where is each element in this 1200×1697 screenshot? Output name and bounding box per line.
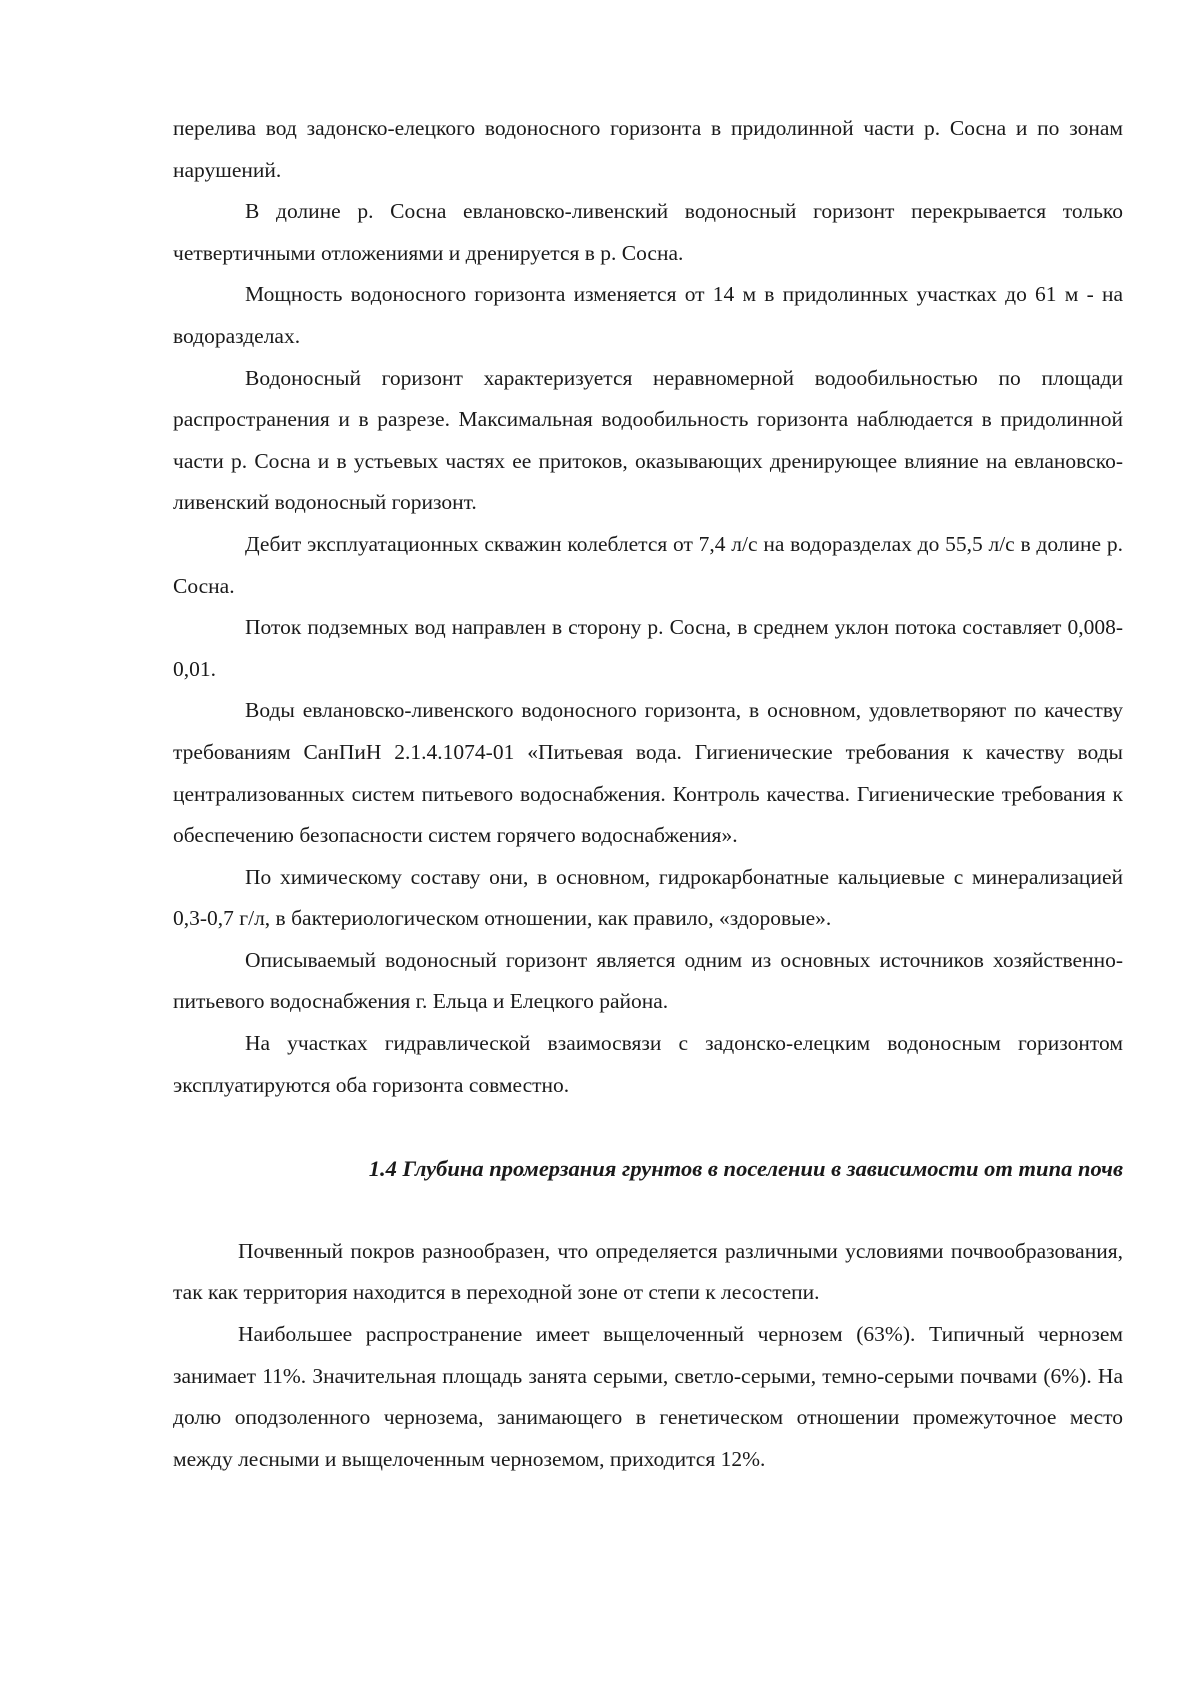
paragraph: Дебит эксплуатационных скважин колеблется от 7,4 л/с на водоразделах до 55,5 л/с в долине р. Сосна. — [173, 531, 1123, 598]
paragraph-continuation: перелива вод задонско-елецкого водоносного горизонта в придолинной части р. Сосна и по зонам нарушений. — [173, 116, 1123, 182]
paragraph: Наибольшее распространение имеет выщелоченный чернозем (63%). Типичный чернозем занимает 11%. Значительная площадь занята серыми, светло-серыми, темно-серыми почвами (6%). На долю оподзоленного чернозема, занимающего в генетическом отношении промежуточное место между лесными и выщелоченным черноземом, приходится 12%. — [173, 1322, 1123, 1471]
spacer — [173, 1190, 1123, 1231]
paragraph: По химическому составу они, в основном, гидрокарбонатные кальциевые с минерализацией 0,3-0,7 г/л, в бактериологическом отношении, как правило, «здоровые». — [173, 864, 1123, 931]
paragraph: На участках гидравлической взаимосвязи с задонско-елецким водоносным горизонтом эксплуатируются оба горизонта совместно. — [173, 1031, 1123, 1097]
paragraph: Воды евлановско-ливенского водоносного горизонта, в основном, удовлетворяют по качеству требованиям СанПиН 2.1.4.1074-01 «Питьевая вода. Гигиенические требования к качеству воды централизованных систем питьевого водоснабжения. Контроль качества. Гигиенические требования к обеспечению безопасности систем горячего водоснабжения». — [173, 698, 1123, 848]
document-page — [173, 108, 1123, 1480]
paragraph: Почвенный покров разнообразен, что определяется различными условиями почвообразования, так как территория находится в переходной зоне от степи к лесостепи. — [173, 1238, 1123, 1305]
paragraph: В долине р. Сосна евлановско-ливенский водоносный горизонт перекрывается только четвертичными отложениями и дренируется в р. Сосна. — [173, 199, 1123, 265]
paragraph: Поток подземных вод направлен в сторону р. Сосна, в среднем уклон потока составляет 0,008-0,01. — [173, 615, 1123, 681]
spacer — [173, 1106, 1123, 1148]
paragraph: Водоносный горизонт характеризуется неравномерной водообильностью по площади распространения и в разрезе. Максимальная водообильность горизонта наблюдается в придолинной части р. Сосна и в устьевых частях ее притоков, оказывающих дренирующее влияние на евлановско-ливенский водоносный горизонт. — [173, 365, 1123, 515]
paragraph: Мощность водоносного горизонта изменяется от 14 м в придолинных участках до 61 м - на водоразделах. — [173, 282, 1123, 348]
section-heading: 1.4 Глубина промерзания грунтов в поселении в зависимости от типа почв — [368, 1156, 1123, 1182]
paragraph: Описываемый водоносный горизонт является одним из основных источников хозяйственно-питьевого водоснабжения г. Ельца и Елецкого района. — [173, 947, 1123, 1014]
